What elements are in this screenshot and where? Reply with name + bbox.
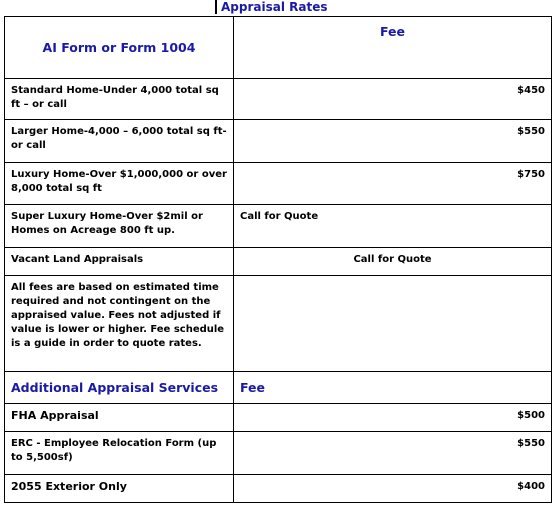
additional-services-label: Additional Appraisal Services <box>5 372 234 404</box>
appraisal-rates-table <box>4 16 552 503</box>
row-fee: Call for Quote <box>234 205 552 248</box>
row-description: Standard Home-Under 4,000 total sq ft – or call <box>5 79 234 120</box>
table-row <box>5 205 552 248</box>
row-fee: $400 <box>234 475 552 503</box>
table-row <box>5 120 552 163</box>
row-description: 2055 Exterior Only <box>5 475 234 503</box>
row-fee: $500 <box>234 404 552 432</box>
additional-fee-label: Fee <box>234 372 552 404</box>
page-title: Appraisal Rates <box>215 0 327 14</box>
table-header-row <box>5 17 552 79</box>
row-fee: $750 <box>234 163 552 205</box>
row-description: ERC - Employee Relocation Form (up to 5,500sf) <box>5 432 234 475</box>
row-fee: $450 <box>234 79 552 120</box>
table-row <box>5 248 552 276</box>
row-description: Super Luxury Home-Over $2mil or Homes on Acreage 800 ft up. <box>5 205 234 248</box>
table-row <box>5 404 552 432</box>
row-fee: $550 <box>234 120 552 163</box>
row-description: FHA Appraisal <box>5 404 234 432</box>
header-fee-label: Fee <box>234 17 552 79</box>
row-fee <box>234 276 552 372</box>
table-row <box>5 79 552 120</box>
table-row <box>5 163 552 205</box>
additional-header-row <box>5 372 552 404</box>
row-description: Larger Home-4,000 – 6,000 total sq ft- or call <box>5 120 234 163</box>
header-form-label: AI Form or Form 1004 <box>5 17 234 79</box>
fee-disclaimer-note: All fees are based on estimated time required and not contingent on the appraised value. Fees not adjusted if value is lower or higher. Fee schedule is a guide in order to quote rates. <box>5 276 234 372</box>
row-description: Luxury Home-Over $1,000,000 or over 8,000 total sq ft <box>5 163 234 205</box>
table-row <box>5 475 552 503</box>
row-fee: $550 <box>234 432 552 475</box>
row-fee: Call for Quote <box>234 248 552 276</box>
row-description: Vacant Land Appraisals <box>5 248 234 276</box>
table-row <box>5 432 552 475</box>
table-row-note <box>5 276 552 372</box>
